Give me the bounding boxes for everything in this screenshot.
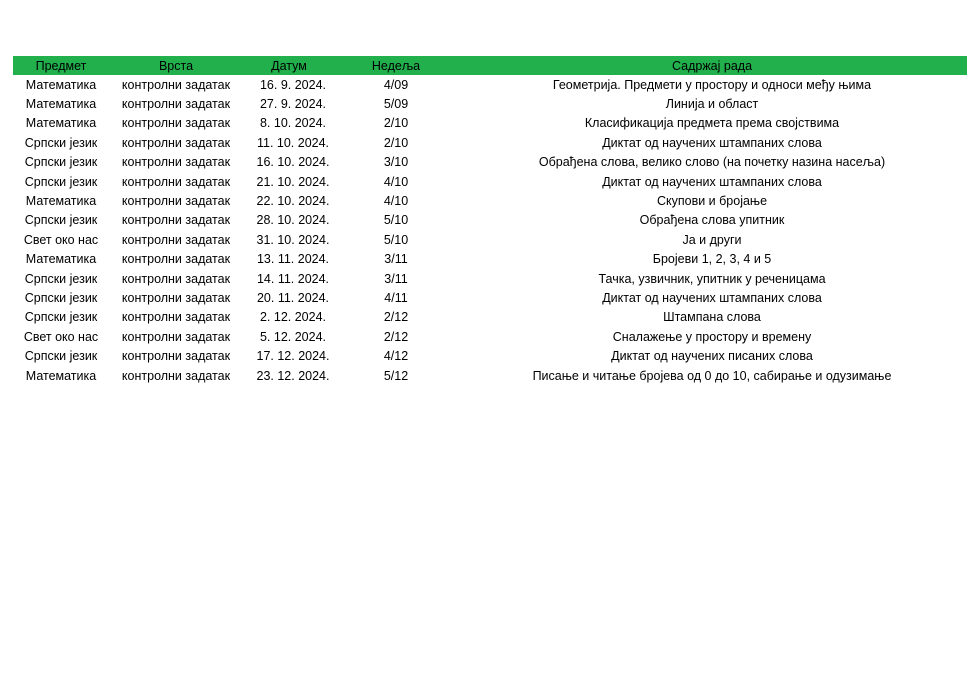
cell-week: 2/10 xyxy=(383,116,409,131)
cell-content: Тачка, узвичник, упитник у реченицама xyxy=(598,271,826,286)
cell-date: 23. 12. 2024. xyxy=(256,368,330,383)
table-row xyxy=(13,230,967,249)
cell-week: 4/10 xyxy=(383,174,409,189)
cell-content: Геометрија. Предмети у простору и односи међу њима xyxy=(552,77,872,92)
cell-subject: Српски језик xyxy=(24,213,98,228)
cell-subject: Математика xyxy=(25,97,97,112)
header-type: Врста xyxy=(158,58,194,73)
cell-content: Диктат од научених штампаних слова xyxy=(602,135,822,150)
cell-week: 5/10 xyxy=(383,213,409,228)
cell-date: 17. 12. 2024. xyxy=(256,349,330,364)
cell-date: 20. 11. 2024. xyxy=(256,290,330,305)
table-row xyxy=(13,366,967,385)
cell-subject: Математика xyxy=(25,77,97,92)
cell-content: Обрађена слова, велико слово (на почетку назина насеља) xyxy=(538,155,886,170)
header-content: Садржај рада xyxy=(671,58,753,73)
table-row xyxy=(13,250,967,269)
cell-subject: Српски језик xyxy=(24,310,98,325)
cell-content: Диктат од научених штампаних слова xyxy=(602,174,822,189)
cell-week: 5/12 xyxy=(383,368,409,383)
cell-date: 16. 9. 2024. xyxy=(259,77,327,92)
cell-week: 5/10 xyxy=(383,232,409,247)
table-row xyxy=(13,94,967,113)
cell-week: 4/11 xyxy=(384,290,408,305)
header-row xyxy=(13,56,967,75)
spreadsheet-page xyxy=(13,56,967,385)
cell-subject: Српски језик xyxy=(24,349,98,364)
cell-content: Обрађена слова упитник xyxy=(639,213,785,228)
cell-type: контролни задатак xyxy=(121,97,231,112)
cell-content: Писање и читање бројева од 0 до 10, сабирање и одузимање xyxy=(532,368,892,383)
cell-week: 2/10 xyxy=(383,135,409,150)
cell-week: 5/09 xyxy=(383,97,409,112)
cell-week: 2/12 xyxy=(383,310,409,325)
cell-subject: Српски језик xyxy=(24,290,98,305)
table-header xyxy=(13,56,967,75)
cell-type: контролни задатак xyxy=(121,213,231,228)
cell-type: контролни задатак xyxy=(121,290,231,305)
test-schedule-table xyxy=(13,56,967,385)
cell-week: 4/12 xyxy=(383,349,409,364)
cell-week: 4/09 xyxy=(383,77,409,92)
cell-type: контролни задатак xyxy=(121,155,231,170)
table-row xyxy=(13,346,967,365)
cell-content: Сналажење у простору и времену xyxy=(612,329,812,344)
table-row xyxy=(13,327,967,346)
table-row xyxy=(13,308,967,327)
cell-type: контролни задатак xyxy=(121,135,231,150)
cell-subject: Математика xyxy=(25,368,97,383)
cell-type: контролни задатак xyxy=(121,368,231,383)
cell-type: контролни задатак xyxy=(121,232,231,247)
cell-date: 21. 10. 2024. xyxy=(256,174,330,189)
cell-content: Класификација предмета према својствима xyxy=(584,116,840,131)
cell-date: 2. 12. 2024. xyxy=(259,310,327,325)
cell-date: 28. 10. 2024. xyxy=(256,213,330,228)
cell-week: 2/12 xyxy=(383,329,409,344)
cell-type: контролни задатак xyxy=(121,310,231,325)
cell-content: Штампана слова xyxy=(663,310,761,325)
table-row xyxy=(13,288,967,307)
cell-content: Диктат од научених штампаних слова xyxy=(602,290,822,305)
table-body xyxy=(13,75,967,385)
cell-subject: Свет око нас xyxy=(23,232,99,247)
cell-week: 3/11 xyxy=(384,271,408,286)
cell-subject: Математика xyxy=(25,116,97,131)
cell-subject: Свет око нас xyxy=(23,329,99,344)
cell-type: контролни задатак xyxy=(121,271,231,286)
cell-date: 8. 10. 2024. xyxy=(259,116,327,131)
cell-subject: Математика xyxy=(25,252,97,267)
cell-type: контролни задатак xyxy=(121,252,231,267)
cell-type: контролни задатак xyxy=(121,116,231,131)
table-row xyxy=(13,75,967,94)
cell-week: 3/11 xyxy=(384,252,408,267)
cell-date: 22. 10. 2024. xyxy=(256,194,330,209)
table-row xyxy=(13,269,967,288)
header-week: Недеља xyxy=(371,58,421,73)
cell-date: 5. 12. 2024. xyxy=(259,329,327,344)
cell-week: 3/10 xyxy=(383,155,409,170)
cell-content: Скупови и бројање xyxy=(656,194,768,209)
table-row xyxy=(13,133,967,152)
header-date: Датум xyxy=(271,58,307,73)
cell-subject: Српски језик xyxy=(24,174,98,189)
cell-date: 31. 10. 2024. xyxy=(256,232,330,247)
cell-date: 16. 10. 2024. xyxy=(256,155,330,170)
cell-type: контролни задатак xyxy=(121,329,231,344)
cell-subject: Српски језик xyxy=(24,155,98,170)
table-row xyxy=(13,114,967,133)
cell-date: 27. 9. 2024. xyxy=(259,97,327,112)
cell-date: 13. 11. 2024. xyxy=(256,252,330,267)
header-subject: Предмет xyxy=(35,58,87,73)
cell-date: 14. 11. 2024. xyxy=(256,271,330,286)
table-row xyxy=(13,211,967,230)
cell-date: 11. 10. 2024. xyxy=(256,135,330,150)
table-row xyxy=(13,191,967,210)
cell-type: контролни задатак xyxy=(121,174,231,189)
cell-week: 4/10 xyxy=(383,194,409,209)
cell-content: Линија и област xyxy=(665,97,759,112)
cell-content: Ја и други xyxy=(682,232,742,247)
table-row xyxy=(13,172,967,191)
cell-subject: Математика xyxy=(25,194,97,209)
cell-content: Диктат од научених писаних слова xyxy=(611,349,813,364)
cell-subject: Српски језик xyxy=(24,271,98,286)
cell-type: контролни задатак xyxy=(121,77,231,92)
cell-subject: Српски језик xyxy=(24,135,98,150)
table-row xyxy=(13,153,967,172)
cell-content: Бројеви 1, 2, 3, 4 и 5 xyxy=(652,252,772,267)
cell-type: контролни задатак xyxy=(121,194,231,209)
cell-type: контролни задатак xyxy=(121,349,231,364)
